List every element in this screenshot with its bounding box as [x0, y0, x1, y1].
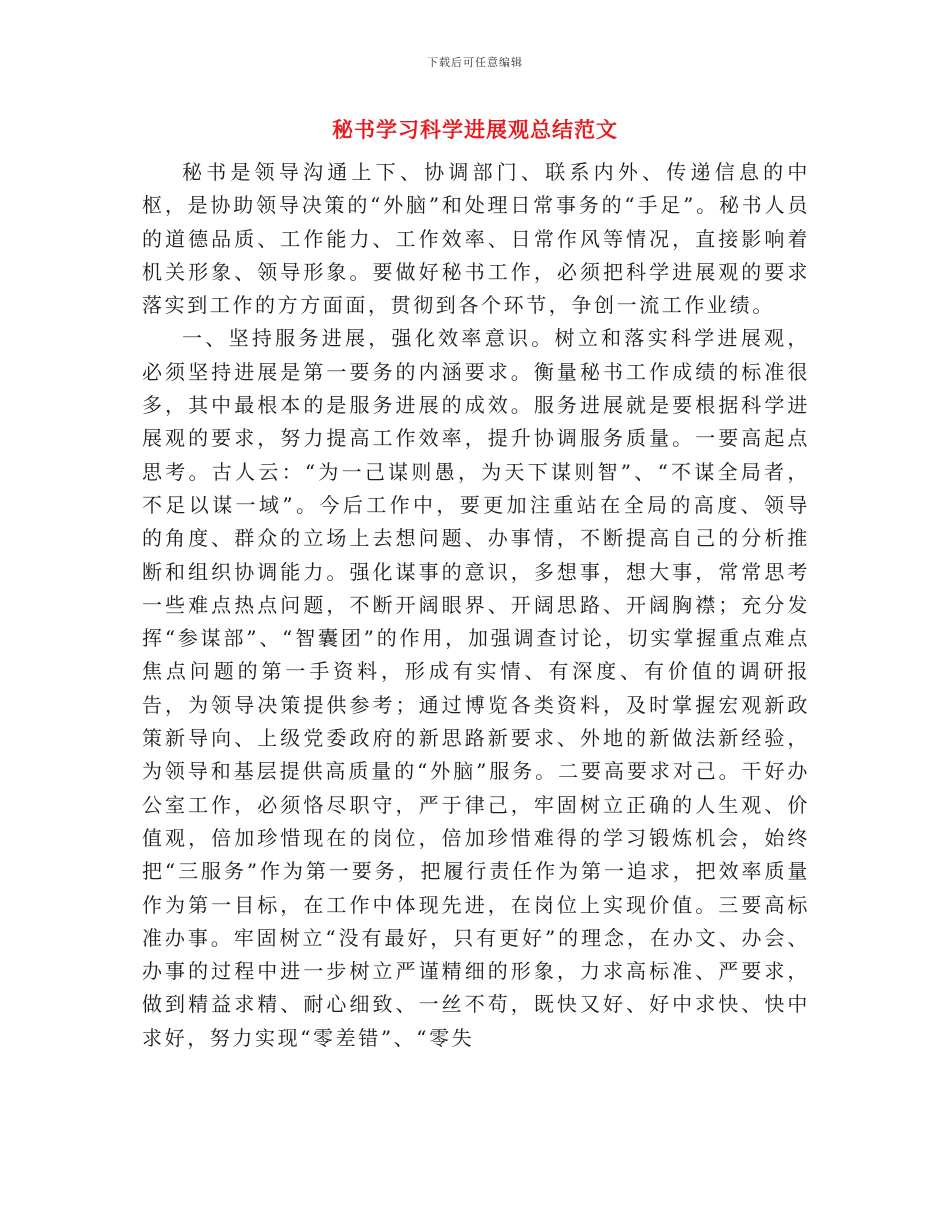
document-body	[142, 156, 810, 1055]
paragraph-section-one: 一、坚持服务进展，强化效率意识。树立和落实科学进展观，必须坚持进展是第一要务的内涵要求。衡量秘书工作成绩的标准很多，其中最根本的是服务进展的成效。服务进展就是要根据科学进展观的要求，努力提高工作效率，提升协调服务质量。一要高起点思考。古人云：“为一己谋则愚，为天下谋则智”、“不谋全局者，不足以谋一域”。今后工作中，要更加注重站在全局的高度、领导的角度、群众的立场上去想问题、办事情，不断提高自己的分析推断和组织协调能力。强化谋事的意识，多想事，想大事，常常思考一些难点热点问题，不断开阔眼界、开阔思路、开阔胸襟；充分发挥“参谋部”、“智囊团”的作用，加强调查讨论，切实掌握重点难点焦点问题的第一手资料，形成有实情、有深度、有价值的调研报告，为领导决策提供参考；通过博览各类资料，及时掌握宏观新政策新导向、上级党委政府的新思路新要求、外地的新做法新经验，为领导和基层提供高质量的“外脑”服务。二要高要求对己。干好办公室工作，必须恪尽职守，严于律己，牢固树立正确的人生观、价值观，倍加珍惜现在的岗位，倍加珍惜难得的学习锻炼机会，始终把“三服务”作为第一要务，把履行责任作为第一追求，把效率质量作为第一目标，在工作中体现先进，在岗位上实现价值。三要高标准办事。牢固树立“没有最好，只有更好”的理念，在办文、办会、办事的过程中进一步树立严谨精细的形象，力求高标准、严要求，做到精益求精、耐心细致、一丝不苟，既快又好、好中求快、快中求好，努力实现“零差错”、“零失	[142, 326, 810, 1050]
paragraph-intro: 秘书是领导沟通上下、协调部门、联系内外、传递信息的中枢，是协助领导决策的“外脑”和处理日常事务的“手足”。秘书人员的道德品质、工作能力、工作效率、日常作风等情况，直接影响着机关形象、领导形象。要做好秘书工作，必须把科学进展观的要求落实到工作的方方面面，贯彻到各个环节，争创一流工作业绩。	[142, 160, 810, 318]
document-title: 秘书学习科学进展观总结范文	[332, 117, 618, 142]
header-note: 下载后可任意编辑	[427, 56, 523, 69]
